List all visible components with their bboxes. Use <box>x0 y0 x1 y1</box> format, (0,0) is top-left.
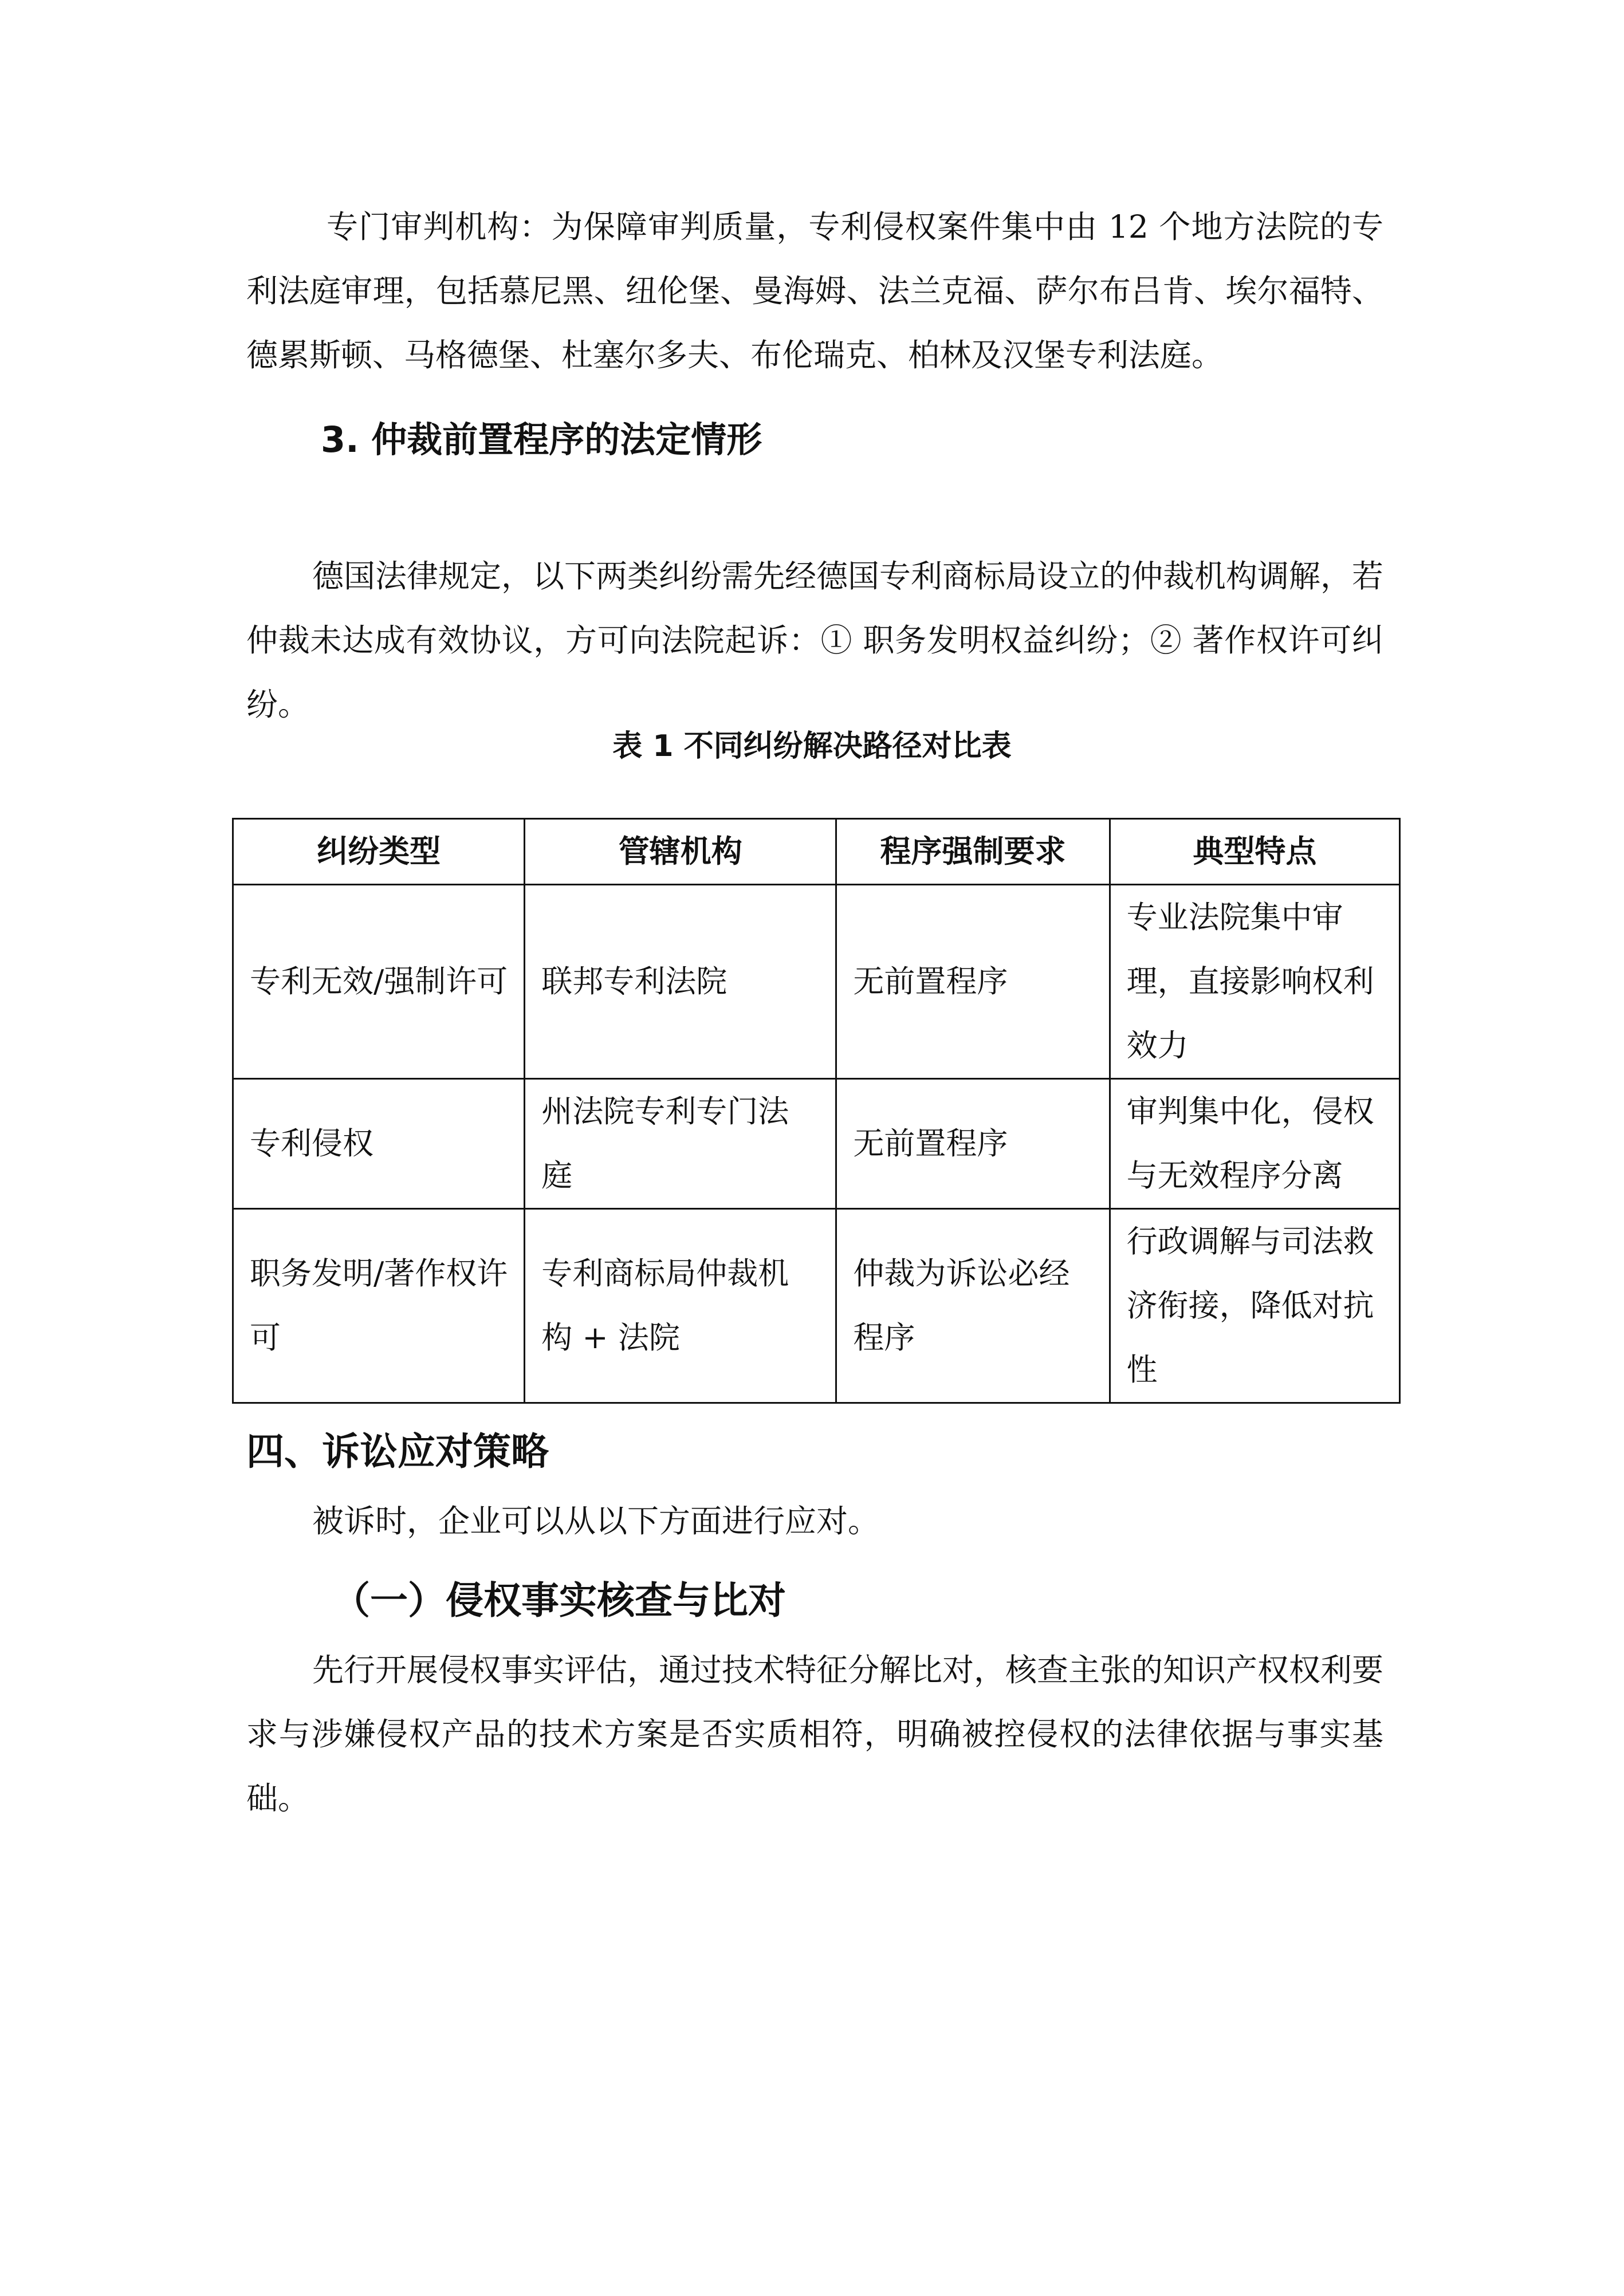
table-cell: 州法院专利专门法庭 <box>525 1079 836 1209</box>
table-cell: 无前置程序 <box>836 885 1110 1079</box>
table-cell: 行政调解与司法救济衔接，降低对抗性 <box>1110 1209 1399 1403</box>
heading-arbitration-prerequisite: 3. 仲裁前置程序的法定情形 <box>321 419 762 460</box>
heading-litigation-strategy: 四、诉讼应对策略 <box>246 1429 549 1474</box>
table-cell: 专利侵权 <box>233 1079 525 1209</box>
table-row <box>233 1079 1400 1209</box>
table-cell: 专利无效/强制许可 <box>233 885 525 1079</box>
paragraph-specialized-courts: 专门审判机构：为保障审判质量，专利侵权案件集中由 12 个地方法院的专利法庭审理，包括慕尼黑、纽伦堡、曼海姆、法兰克福、萨尔布吕肯、埃尔福特、德累斯顿、马格德堡、杜塞尔多夫、布伦瑞克、柏林及汉堡专利法庭。 <box>246 208 1383 373</box>
table-cell: 专业法院集中审理，直接影响权利效力 <box>1110 885 1399 1079</box>
table-cell: 专利商标局仲裁机构 + 法院 <box>525 1209 836 1403</box>
paragraph-defense-intro: 被诉时，企业可以从以下方面进行应对。 <box>312 1503 880 1539</box>
table-cell: 审判集中化，侵权与无效程序分离 <box>1110 1079 1399 1209</box>
table-cell: 联邦专利法院 <box>525 885 836 1079</box>
header-typical-features: 典型特点 <box>1110 819 1399 885</box>
table-cell: 无前置程序 <box>836 1079 1110 1209</box>
paragraph-fact-check: 先行开展侵权事实评估，通过技术特征分解比对，核查主张的知识产权权利要求与涉嫌侵权产品的技术方案是否实质相符，明确被控侵权的法律依据与事实基础。 <box>246 1652 1384 1817</box>
table-row <box>233 1209 1400 1403</box>
comparison-table <box>232 818 1401 1404</box>
table-caption: 表 1 不同纠纷解决路径对比表 <box>612 729 1012 763</box>
table-cell: 职务发明/著作权许可 <box>233 1209 525 1403</box>
header-procedure-requirement: 程序强制要求 <box>836 819 1110 885</box>
header-dispute-type: 纠纷类型 <box>233 819 525 885</box>
table-cell: 仲裁为诉讼必经程序 <box>836 1209 1110 1403</box>
heading-infringement-fact-check: （一）侵权事实核查与比对 <box>332 1578 786 1622</box>
paragraph-arbitration-rules: 德国法律规定，以下两类纠纷需先经德国专利商标局设立的仲裁机构调解，若仲裁未达成有效协议，方可向法院起诉：① 职务发明权益纠纷；② 著作权许可纠纷。 <box>246 558 1384 723</box>
table-row <box>233 885 1400 1079</box>
table-header-row <box>233 819 1400 885</box>
header-jurisdiction: 管辖机构 <box>525 819 836 885</box>
